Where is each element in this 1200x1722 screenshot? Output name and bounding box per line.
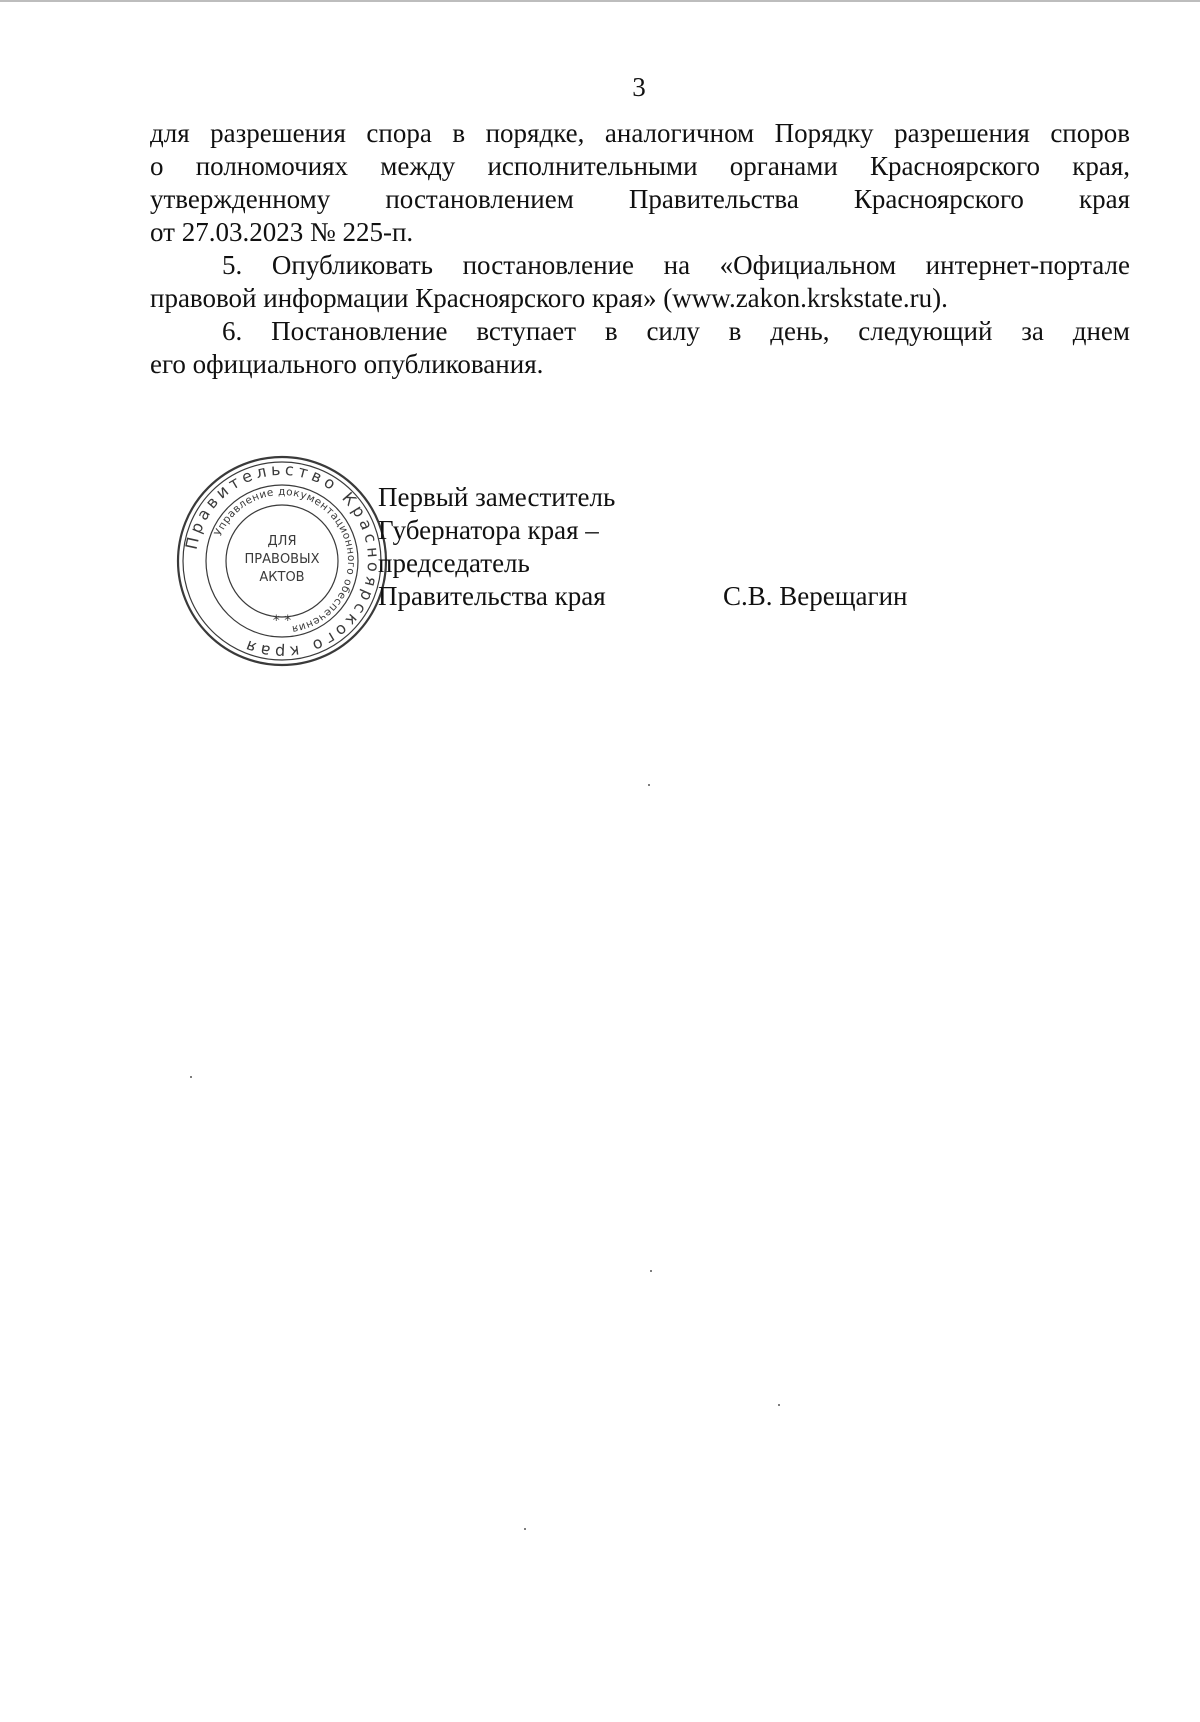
page-number: 3 [632,72,646,102]
text-line: его официального опубликования. [150,349,544,379]
signatory-name: С.В. Верещагин [723,581,908,611]
stamp-inner-text: Управление документационного обеспечения [212,485,358,636]
stamp-outer-text: Правительство Красноярского края [181,459,384,663]
document-body [150,117,1130,381]
stamp-center-line: АКТОВ [259,570,305,585]
text-line: от 27.03.2023 № 225-п. [150,217,414,247]
official-stamp [176,455,388,667]
text-line: для разрешения спора в порядке, аналогичном Порядку разрешения споров [150,118,1130,148]
signatory-position [378,481,778,613]
scan-edge [0,0,1200,2]
text-line: утвержденному постановлением Правительства Красноярского края [150,184,1130,214]
paragraph-item-6 [150,315,1130,381]
text-line: о полномочиях между исполнительными органами Красноярского края, [150,151,1130,181]
stamp-stars: * * [272,613,292,629]
paragraph-continuation [150,117,1130,249]
paragraph-item-5 [150,249,1130,315]
scan-speck [778,1404,780,1406]
position-line: Первый заместитель [378,482,616,512]
text-line: правовой информации Красноярского края» (www.zakon.krskstate.ru). [150,283,948,313]
scan-speck [524,1528,526,1530]
text-line: 5. Опубликовать постановление на «Официальном интернет-портале [222,250,1130,280]
position-line: Правительства края [378,581,606,611]
position-line: Губернатора края – [378,515,599,545]
scan-speck [650,1270,652,1272]
stamp-center-line: ПРАВОВЫХ [244,552,320,567]
position-line: председатель [378,548,530,578]
scan-speck [648,784,650,786]
stamp-seal [176,455,388,667]
text-line: 6. Постановление вступает в силу в день, следующий за днем [222,316,1130,346]
scan-speck [190,1076,192,1078]
stamp-center-line: ДЛЯ [267,534,297,549]
